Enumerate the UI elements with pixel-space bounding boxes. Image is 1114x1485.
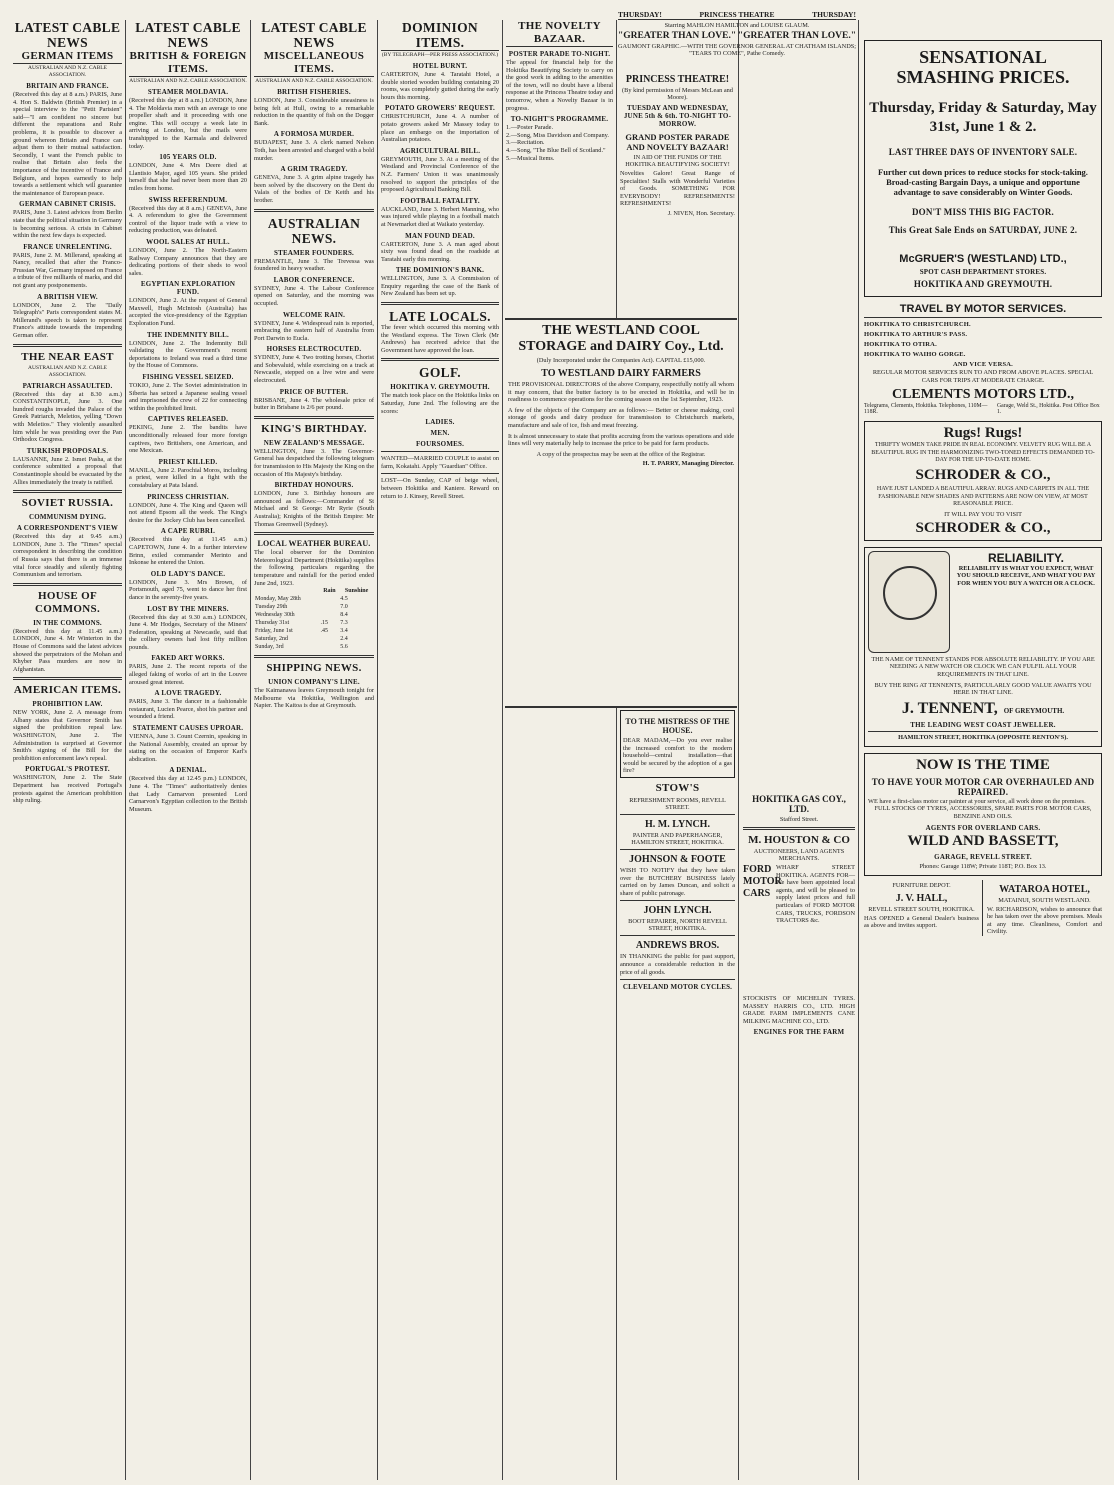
- table-row: [254, 643, 374, 651]
- article-head: THE DOMINION'S BANK.: [395, 266, 485, 275]
- section-subhead: MISCELLANEOUS ITEMS.: [254, 50, 374, 77]
- mcgruer-towns: HOKITIKA AND GREYMOUTH.: [913, 279, 1053, 289]
- lynch-sub: PAINTER AND PAPERHANGER, HAMILTON STREET, HOKITIKA.: [631, 831, 724, 846]
- article-head: EGYPTIAN EXPLORATION FUND.: [140, 280, 236, 297]
- weather-rain: .45: [320, 628, 329, 635]
- stows-sub: REFRESHMENT ROOMS, REVELL STREET.: [629, 796, 726, 811]
- article-body: LONDON, June 2. The "Daily Telegraph's" Paris correspondent states M. Millerand's speech is taken to represent France's attitude towards the impending German offer.: [13, 301, 122, 340]
- article-body: BUDAPEST, June 3. A clerk named Nelson Toth, has been arrested and charged with a bold murder.: [254, 139, 374, 162]
- article-head: NEW ZEALAND'S MESSAGE.: [263, 438, 365, 447]
- article-head: OLD LADY'S DANCE.: [150, 569, 226, 578]
- article-head: 105 YEARS OLD.: [159, 153, 217, 162]
- weather-table: [254, 587, 374, 651]
- westland-dairy-ad: [505, 318, 737, 708]
- travel-route: HOKITIKA TO ARTHUR'S PASS.: [864, 331, 968, 338]
- article-head: A CORRESPONDENT'S VIEW: [16, 524, 119, 533]
- theatre-title: PRINCESS THEATRE!: [625, 74, 730, 85]
- mcgruer-sale-ad: [864, 40, 1102, 297]
- weather-rain: [320, 635, 340, 643]
- divider: [254, 655, 374, 658]
- section-head: THE NOVELTY BAZAAR.: [506, 20, 613, 47]
- wb-agents: AGENTS FOR OVERLAND CARS.: [925, 823, 1041, 832]
- section-head: DOMINION ITEMS.: [381, 20, 499, 51]
- weather-sun: 7.0: [340, 604, 348, 611]
- column-novelty-bazaar: [503, 20, 616, 1478]
- travel-head: TRAVEL BY MOTOR SERVICES.: [864, 303, 1102, 318]
- weather-sun: 7.3: [340, 620, 348, 627]
- article-head: PRIEST KILLED.: [158, 457, 218, 466]
- byline: AUSTRALIAN AND N.Z. CABLE ASSOCIATION.: [28, 364, 107, 378]
- gas-co-name: HOKITIKA GAS COY., LTD.: [752, 794, 846, 814]
- rel-body2: THE NAME OF TENNENT STANDS FOR ABSOLUTE RELIABILITY. IF YOU ARE NEEDING A NEW WATCH OR CLOCK WE CAN FULFIL ALL YOUR REQUIREMENTS IN THAT LINE.: [871, 655, 1095, 678]
- schroder-rugs-ad: [864, 421, 1102, 541]
- article-body: PARIS, June 2. M. Millerand, speaking at Nancy, recalled that after the Franco-Prussian War, Germany imposed on France a tribute of five milliards of marks, and did not grant any postponements.: [13, 251, 122, 290]
- section-head: LOCAL WEATHER BUREAU.: [257, 539, 371, 549]
- article-body: LONDON, June 2. At the request of General Maxwell, Hugh McIntosh (Australia) has accepted the vice-presidency of the Egyptian Exploration Fund.: [129, 297, 247, 328]
- support-programme: GAUMONT GRAPHIC.—WITH THE GOVERNOR GENERAL AT CHATHAM ISLANDS; "TEARS TO COME", Pathe Comedy.: [618, 43, 857, 57]
- ad-body: It is almost unnecessary to state that profits accruing from the various operations and side lines will very materially help to increase the price to be paid for farm products.: [508, 432, 734, 448]
- article-head: POTATO GROWERS' REQUEST.: [385, 104, 495, 113]
- divider: [620, 814, 735, 815]
- table-row: [254, 627, 374, 635]
- table-row: [254, 635, 374, 643]
- film-title-b: "GREATER THAN LOVE.": [737, 31, 856, 41]
- article-head: LOST BY THE MINERS.: [147, 604, 229, 613]
- section-head: LATEST CABLE NEWS: [14, 20, 121, 50]
- column-rule: [738, 20, 739, 1480]
- houston-body2: STOCKISTS OF MICHELIN TYRES. MASSEY HARRIS CO., LTD. HIGH GRADE FARM IMPLEMENTS CANE MILKING MACHINE CO., LTD.: [743, 995, 855, 1025]
- article-body: (Received this day at 11.45 a.m.) CAPETOWN, June 4. In a further interview Brinn, exiled commander Merinto and Inkonse he entered the Union.: [129, 536, 247, 567]
- article-head: PATRIARCH ASSAULTED.: [22, 381, 113, 390]
- tennent-addr: HAMILTON STREET, HOKITIKA (OPPOSITE RENTON'S).: [868, 731, 1098, 741]
- article-head: TO-NIGHT'S PROGRAMME.: [510, 115, 609, 124]
- divider: [620, 849, 735, 850]
- article-body: LONDON, June 3. Birthday honours are announced as follows:—Commander of St Michael and St George: Mr Ryrie (South Australia); Knights of the British Empire: Mr Thomas Greenwell (Sydney).: [254, 490, 374, 528]
- article-head: COMMUNISM DYING.: [28, 513, 107, 522]
- schroder-name-2: SCHRODER & CO.,: [915, 519, 1051, 536]
- stows-head: STOW'S: [655, 781, 700, 794]
- article-head: FOURSOMES.: [415, 440, 465, 449]
- clements-head: CLEMENTS MOTORS LTD.,: [891, 387, 1075, 403]
- tennent-name: J. TENNENT,: [901, 699, 998, 717]
- article-body: LONDON, June 3. Considerable uneasiness is being felt at Hull, owing to a remarkable reduction in the quantity of fish on the Dogger Bank.: [254, 97, 374, 127]
- ford-label: FORD MOTOR CARS: [743, 864, 782, 899]
- section-head: GOLF.: [419, 365, 461, 381]
- section-head: THE NEAR EAST: [21, 350, 114, 363]
- article-body: LONDON, June 3. Mrs Brown, of Portsmouth, aged 75, went to dance her first dance in the seventy-five years.: [129, 578, 247, 601]
- wat-head: WATAROA HOTEL,: [999, 883, 1090, 895]
- weather-sun: 5.6: [340, 644, 348, 651]
- weather-rain: [320, 611, 340, 619]
- column-rule: [858, 20, 859, 1480]
- article-body: GREYMOUTH, June 3. At a meeting of the Westland and Provincial Conference of the N.Z. Farmers' Union it was unanimously resolved to support the principles of the proposed Agricultural Banking Bill.: [381, 155, 499, 194]
- article-body: WELLINGTON, June 3. The Governor-General has despatched the following telegram for transmission to His Majesty the King on the occasion of His Majesty's birthday.: [254, 447, 374, 478]
- rugs-body2: HAVE JUST LANDED A BEAUTIFUL ARRAY. RUGS AND CARPETS IN ALL THE FASHIONABLE NEW SHADES AND PATTERNS ARE NOW ON VIEW, AT MOST REASONABLE PRICE.: [876, 485, 1090, 508]
- weather-sun: 2.4: [340, 636, 348, 643]
- tennent-sub: THE LEADING WEST COAST JEWELLER.: [910, 720, 1056, 729]
- article-head: PROHIBITION LAW.: [32, 700, 103, 709]
- weather-day: Friday, June 1st: [255, 628, 293, 635]
- bottom-ads: [864, 880, 1102, 936]
- article-head: FOOTBALL FATALITY.: [400, 196, 480, 205]
- ad-head: THE WESTLAND COOL STORAGE and DAIRY Coy., Ltd.: [518, 323, 724, 354]
- sale-head: SENSATIONAL SMASHING PRICES.: [896, 47, 1070, 87]
- divider: [13, 490, 122, 493]
- article-body: LONDON, June 4. The King and Queen will not attend Epsom all the week. The King's desire for the Jockey Club has been cancelled.: [129, 501, 247, 524]
- clements-travel-ad: [864, 303, 1102, 415]
- article-body: LONDON, June 4. Mrs Deere died at Llantisio Major, aged 105 years. She prided herself that she had never been more than 20 miles from home.: [129, 162, 247, 192]
- programme-item: 4.—Song, "The Blue Bell of Scotland.": [506, 146, 606, 154]
- article-body: LAUSANNE, June 2. Ismet Pasha, at the conference submitted a proposal that Constantinople should be evacuated by the Allies immediately the treaty is ratified.: [13, 455, 122, 486]
- section-head: AMERICAN ITEMS.: [13, 684, 122, 697]
- article-body: NEW YORK, June 2. A message from Albany states that Governor Smith has signed the prohibition repeal law. WASHINGTON, June 2. The Administration is surprised at Governor Smith's signing of the Bill for the prohibition enforcement law's repeal.: [13, 709, 122, 762]
- column-local-ads: [617, 710, 738, 1478]
- article-body: PARIS, June 3. The dancer in a fashionable restaurant, Lucien Pearce, shot his partner and wounded a friend.: [129, 698, 247, 721]
- jv-hall-ad: [864, 880, 983, 936]
- theatre-body: Novelties Galore! Great Range of Specialties! Stalls with Wonderful Varieties of Goods. SOMETHING FOR EVERYBODY! REFRESHMENTS! REFRESHMENTS!: [620, 170, 735, 208]
- article-head: AGRICULTURAL BILL.: [399, 146, 481, 155]
- section-head: LATE LOCALS.: [389, 309, 491, 325]
- section-head: AUSTRALIAN NEWS.: [267, 215, 361, 246]
- article-body: SYDNEY, June 4. Two trotting horses, Chorist and Sobevaluid, while exercising on a track at Newcastle, stepped on a live wire and were electrocuted.: [254, 354, 374, 385]
- lynch-head: H. M. LYNCH.: [645, 818, 710, 830]
- byline: AUSTRALIAN AND N.Z. CABLE ASSOCIATION.: [129, 78, 247, 84]
- rel-body: RELIABILITY IS WHAT YOU EXPECT, WHAT YOU SHOULD RECEIVE, AND WHAT YOU PAY FOR WHEN YOU BUY A WATCH OR A CLOCK.: [956, 564, 1096, 587]
- mcgruer-head: McGRUER'S (WESTLAND) LTD.,: [899, 253, 1067, 265]
- article-head: GERMAN CABINET CRISIS.: [19, 200, 116, 209]
- article-head: BIRTHDAY HONOURS.: [274, 481, 354, 490]
- article-head: FAKED ART WORKS.: [151, 654, 225, 663]
- sale-miss: DON'T MISS THIS BIG FACTOR.: [911, 207, 1055, 217]
- article-body: CARTERTON, June 3. A man aged about sixty was found dead on the roadside at Taratahi early this morning.: [381, 240, 499, 263]
- article-head: A LOVE TRAGEDY.: [154, 689, 222, 698]
- divider: [254, 532, 374, 535]
- wb-head: WILD AND BASSETT,: [907, 832, 1059, 849]
- article-body: WELLINGTON, June 3. A Commission of Enquiry regarding the case of the Bank of New Zealand has been set up.: [381, 275, 499, 298]
- ad-sub: (Duly Incorporated under the Companies Act). CAPITAL £15,000.: [536, 357, 706, 364]
- theatre-head: GRAND POSTER PARADE AND NOVELTY BAZAAR!: [625, 132, 730, 152]
- tennent-reliability-ad: [864, 547, 1102, 747]
- article-body: AUCKLAND, June 3. Herbert Manning, who was injured while playing in a football match at Newmarket died at Waikato yesterday.: [381, 205, 499, 228]
- article-body: MANILA, June 2. Parochial Moros, including a priest, were killed in a fight with the constabulary at Pata Island.: [129, 466, 247, 489]
- jvh-sub: REVELL STREET SOUTH, HOKITIKA.: [868, 905, 975, 913]
- section-subhead: BRITISH & FOREIGN ITEMS.: [129, 50, 247, 75]
- divider: [381, 302, 499, 305]
- article-head: WOOL SALES AT HULL.: [146, 237, 230, 246]
- section-subhead: GERMAN ITEMS: [13, 50, 122, 64]
- weather-day: Wednesday 30th: [255, 612, 295, 619]
- article-head: PRINCESS CHRISTIAN.: [147, 492, 229, 501]
- article-body: (Received this day at 12.45 p.m.) LONDON, June 4. The "Times" authoritatively denies that Lady Carnarvon presented Lord Carnarvon's Egyptian collection to the British Museum.: [129, 775, 247, 813]
- theatre-aid: IN AID OF THE FUNDS OF THE HOKITIKA BEAUTIFYING SOCIETY!: [625, 154, 730, 168]
- theatre-dates: TUESDAY AND WEDNESDAY, JUNE 5th & 6th. TO-NIGHT TO-MORROW.: [623, 104, 732, 128]
- article-head: A BRITISH VIEW.: [37, 292, 98, 301]
- jf-body: WISH TO NOTIFY that they have taken over the BUTCHERY BUSINESS lately carried on by James Duncan, and solicit a share of public patronage.: [620, 866, 735, 897]
- weather-sun: 4.5: [340, 596, 348, 603]
- now-sub: TO HAVE YOUR MOTOR CAR OVERHAULED AND REPAIRED.: [871, 776, 1095, 797]
- weather-col-head: Sunshine: [344, 588, 369, 595]
- rugs-body: THRIFTY WOMEN TAKE PRIDE IN REAL ECONOMY. VELVETY RUG WILL BE A BEAUTIFUL RUG IN THE HARMONIZING TWO-TONED EFFECTS DEMANDED TO-DAY FOR THE UP-TO-DATE HOME.: [871, 442, 1095, 464]
- weather-day: Sunday, 3rd: [255, 644, 284, 651]
- jlynch-head: JOHN LYNCH.: [643, 905, 712, 917]
- article-body: PARIS, June 3. Latest advices from Berlin state that the political situation in Germany is becoming serious. A crisis in Cabinet within the next few days is expected.: [13, 209, 122, 240]
- houston-continued: [740, 995, 858, 1475]
- houston-engines: ENGINES FOR THE FARM: [753, 1028, 845, 1037]
- wild-bassett-ad: [864, 753, 1102, 876]
- ad-body: A copy of the prospectus may be seen at the office of the Registrar.: [536, 450, 706, 458]
- jlynch-sub: BOOT REPAIRER, NORTH REVELL STREET, HOKITIKA.: [628, 918, 727, 933]
- cleveland-head: CLEVELAND MOTOR CYCLES.: [622, 983, 733, 992]
- article-head: BRITISH FISHERIES.: [277, 88, 351, 96]
- section-head: LATEST CABLE NEWS: [261, 20, 367, 50]
- ad-subhead: TO WESTLAND DAIRY FARMERS: [541, 368, 701, 379]
- article-head: BRITAIN AND FRANCE.: [26, 82, 109, 90]
- article-head: POSTER PARADE TO-NIGHT.: [508, 50, 611, 58]
- travel-route: HOKITIKA TO WAIHO GORGE.: [864, 351, 966, 358]
- article-body: CARTERTON, June 4. Taratahi Hotel, a double storied wooden building containing 20 rooms, was completely gutted during the early hours this morning.: [381, 71, 499, 101]
- article-head: MEN.: [430, 429, 450, 438]
- article-body: TOKIO, June 2. The Soviet administration in Siberia has seized a Japanese sealing vessel and imprisoned the crew of 22 for connecting within the prohibited limit.: [129, 382, 247, 412]
- article-head: A FORMOSA MURDER.: [273, 130, 355, 139]
- divider: [13, 677, 122, 680]
- article-head: STEAMER MOLDAVIA.: [147, 88, 229, 96]
- article-head: A GRIM TRAGEDY.: [280, 165, 348, 174]
- jf-head: JOHNSON & FOOTE: [629, 853, 726, 865]
- ad-body: THE PROVISIONAL DIRECTORS of the above Company, respectfully notify all whom it may concern, that the butter factory is to be erected in Hokitika, and will be in readiness to commence operations for the coming season on the 1st September, 1923.: [508, 381, 734, 404]
- article-body: PARIS, June 2. The recent reports of the alleged faking of works of art in the Louvre aroused great interest.: [129, 663, 247, 686]
- sale-sub: LAST THREE DAYS OF INVENTORY SALE.: [888, 147, 1078, 157]
- article-body: SYDNEY, June 4. Widespread rain is reported, embracing the eastern half of Australia from Port Darwin to Eucla.: [254, 319, 374, 342]
- divider: [13, 344, 122, 347]
- divider: [13, 583, 122, 586]
- weather-rain: [320, 643, 340, 651]
- jvh-body: HAS OPENED a General Dealer's business as above and invites support.: [864, 914, 979, 930]
- weather-col-head: Rain: [323, 588, 336, 595]
- article-body: WASHINGTON, June 2. The State Department has received Portugal's protests against the American prohibition ship ruling.: [13, 774, 122, 805]
- article-head: A DENIAL.: [169, 766, 207, 775]
- column-princess-theatre: [617, 70, 738, 318]
- schroder-name: SCHRODER & CO.,: [915, 466, 1051, 483]
- strip-left: THURSDAY!: [618, 10, 662, 19]
- section-head: KING'S BIRTHDAY.: [261, 422, 367, 435]
- ad-body: A few of the objects of the Company are as follows:— Better or cheese making, cool storage of goods and dairy produce for transmission to Christchurch markets, manufacture and sale of ice, fish and meat freezing.: [508, 406, 734, 429]
- article-head: A CAPE RUBRI.: [160, 527, 216, 536]
- wb-phones: Phones: Garage 118W; Private 118T; P.O. Box 13.: [919, 862, 1047, 870]
- section-head: SHIPPING NEWS.: [266, 662, 362, 675]
- article-body: (Received this day at 8.30 a.m.) CONSTANTINOPLE, June 3. One hundred roughs invaded the Palace of the Greek Patriarch, Meletios, yelling "Down with Meletios." They violently assaulted him while he was presiding over the Pan Orthodox Congress.: [13, 390, 122, 444]
- weather-sun: 8.4: [340, 612, 348, 619]
- weather-day: Saturday, 2nd: [255, 636, 288, 643]
- article-body: The match took place on the Hokitika links on Saturday, June 2nd. The following are the scores:: [381, 392, 499, 415]
- article-head: LABOR CONFERENCE.: [273, 275, 355, 284]
- byline: (BY TELEGRAPH—PER PRESS ASSOCIATION.): [381, 52, 499, 58]
- article-head: FISHING VESSEL SEIZED.: [142, 373, 234, 382]
- sale-end: This Great Sale Ends on SATURDAY, JUNE 2.: [888, 225, 1078, 235]
- article-head: MAN FOUND DEAD.: [405, 231, 475, 240]
- mistress-head: TO THE MISTRESS OF THE HOUSE.: [625, 717, 730, 735]
- article-body: (Received this day at 9.45 a.m.) LONDON, June 3. The "Times" special correspondent in describing the condition of Russia says that there is an immense vital force steadily and silently fighting Communism and terrorism.: [13, 533, 122, 579]
- weather-day: Tuesday 29th: [255, 604, 288, 611]
- clements-left: Telegrams, Clements, Hokitika. Telephones, 110M—118R.: [864, 403, 988, 416]
- rel-head: RELIABILITY.: [987, 550, 1064, 565]
- column-display-ads: [860, 10, 1106, 1478]
- article-head: STATEMENT CAUSES UPROAR.: [132, 724, 244, 733]
- article-body: The appeal for financial help for the Hokitika Beautifying Society to carry on the good work in adding to the amenities of the town, will no doubt have a liberal response at the Princess Theatre today and tomorrow, when a Novelty Bazaar is in progress.: [506, 59, 613, 112]
- article-body: (Received this day at 9.30 a.m.) LONDON, June 4. Mr Hodges, Secretary of the Miners' Federation, speaking at Newcastle, said that the colliery owners had lost fifty million pounds.: [129, 613, 247, 651]
- weather-rain: [320, 603, 340, 611]
- article-body: FREMANTLE, June 3. The Trevessa was foundered in heavy weather.: [254, 257, 374, 273]
- strip-mid: PRINCESS THEATRE: [699, 10, 775, 19]
- divider: [620, 935, 735, 936]
- article-body: (Received this day at 11.45 a.m.) LONDON, June 4. Mr Winterton in the House of Commons said the latest advices showed the perpetrators of the Mohan and Khyber Pass murders are now in Afghanistan.: [13, 627, 122, 673]
- weather-day: Thursday 31st: [255, 620, 290, 627]
- article-body: (Received this day at 8 a.m.) PARIS, June 4. Hon S. Baldwin (British Premier) in a special interview to the "Petit Parisien" said—"I am confident no sincere but different the reparations and Ruhr problems, it is possible to discover a ground whereon Britain and France can adjust them to their mutual satisfaction. Secondly, I want the French public to realise that Britain also feels the importance of the incentive of France and Belgium, and hopes earnestly to help towards a settlement which will guarantee the maintenance of European peace.: [13, 91, 122, 197]
- article-head: HOKITIKA V. GREYMOUTH.: [390, 383, 490, 392]
- houston-body: WHARF STREET HOKITIKA. AGENTS FOR— We have been appointed local agents, and will be pleased to supply latest prices and full particulars of FORD MOTOR CARS, TRUCKS, FORDSON TRACTORS &c.: [776, 864, 855, 925]
- wb-sub: GARAGE, REVELL STREET.: [934, 852, 1032, 861]
- divider: [254, 416, 374, 419]
- clock-icon: [868, 551, 950, 653]
- programme-item: 3.—Recitation.: [506, 139, 545, 147]
- column-dominion-items: [378, 20, 502, 1478]
- rugs-pay: IT WILL PAY YOU TO VISIT: [944, 510, 1022, 518]
- now-body2: FULL STOCKS OF TYRES, ACCESSORIES, SPARE PARTS FOR MOTOR CARS, BENZINE AND OILS.: [874, 805, 1092, 820]
- article-head: CAPTIVES RELEASED.: [147, 415, 229, 424]
- divider: [381, 358, 499, 361]
- classified-ad: LOST—On Sunday, CAP of beige wheel, between Hokitika and Kaniere. Reward on return to J. Kinsey, Revell Street.: [381, 477, 499, 500]
- section-head: LATEST CABLE NEWS: [135, 20, 241, 50]
- table-row: [254, 611, 374, 619]
- travel-body: REGULAR MOTOR SERVICES RUN TO AND FROM ABOVE PLACES. SPECIAL CARS FOR TRIPS AT MODERATE CHARGE.: [872, 369, 1094, 384]
- strip-right: THURSDAY!: [812, 10, 856, 19]
- mistress-body: DEAR MADAM,—Do you ever realise the increased comfort to the modern household—central installation—that would be secured by the adoption of a gas fire?: [623, 737, 732, 775]
- table-row: [254, 595, 374, 603]
- divider: [620, 900, 735, 901]
- sale-body: Further cut down prices to reduce stocks for stock-taking. Broad-casting Bargain Days, a unique and opportune advantage to save considerably on Winter Goods.: [878, 167, 1088, 197]
- programme-item: 1.—Poster Parade.: [506, 124, 554, 132]
- andrews-body: IN THANKING the public for past support, announce a considerable reduction in the price of all goods.: [620, 953, 735, 976]
- article-head: HOTEL BURNT.: [412, 62, 468, 70]
- jvh-label: FURNITURE DEPOT.: [892, 881, 951, 889]
- article-body: (Received this day at 8 a.m.) GENEVA, June 4. A referendum to give the Government control of the liquor trade with a view to reducing production, was defeated.: [129, 204, 247, 235]
- article-head: TURKISH PROPOSALS.: [26, 446, 109, 455]
- article-head: THE INDEMNITY BILL.: [147, 330, 229, 339]
- weather-sun: 3.4: [340, 628, 348, 635]
- travel-route: HOKITIKA TO CHRISTCHURCH.: [864, 321, 971, 328]
- article-body: CHRISTCHURCH, June 4. A number of potato growers asked Mr Massey today to place an embargo on the importation of Australian potatoes.: [381, 113, 499, 144]
- divider: [381, 451, 499, 452]
- now-body: WE have a first-class motor car painter at your service, all work done on the premises.: [868, 797, 1086, 805]
- newspaper-page: [10, 10, 1106, 1478]
- article-head: IN THE COMMONS.: [33, 618, 102, 627]
- divider: [743, 827, 855, 830]
- section-head: HOUSE OF COMMONS.: [34, 589, 101, 615]
- starring-line: Starring MAHLON HAMILTON and LOUISE GLAUM.: [664, 22, 810, 29]
- now-head: NOW IS THE TIME: [916, 756, 1050, 773]
- article-head: WELCOME RAIN.: [282, 310, 346, 319]
- article-body: The local observer for the Dominion Meteorological Department (Hokitika) supplies the following particulars regarding the temperature and rainfall for the period ended June 2nd, 1923.: [254, 549, 374, 587]
- article-body: BRISBANE, June 4. The wholesale price of butter in Brisbane is 2/6 per pound.: [254, 396, 374, 412]
- byline: AUSTRALIAN AND N.Z. CABLE ASSOCIATION.: [255, 78, 373, 84]
- ad-signature: H. T. PARRY, Managing Director.: [642, 460, 734, 468]
- programme-item: 2.—Song, Miss Davidson and Company.: [506, 131, 609, 139]
- theatre-sub: (By kind permission of Messrs McLean and Moore).: [622, 87, 733, 101]
- section-head: SOVIET RUSSIA.: [21, 497, 114, 510]
- article-head: FRANCE UNRELENTING.: [23, 242, 112, 251]
- article-body: (Received this day at 8 a.m.) LONDON, June 4. The Moldavia men with an average to one propeller shaft and it proceeding with one engine. This will occupy a week late in arriving at London, but the mails were transhipped to the Karmala and delivered today.: [129, 97, 247, 150]
- article-body: VIENNA, June 3. Count Czernin, speaking in the National Assembly, created an uproar by stating on the occasion of Emperor Karl's abdication.: [129, 733, 247, 763]
- article-head: STEAMER FOUNDERS.: [273, 248, 355, 257]
- article-body: The fever which occurred this morning with the Westland express. The Town Clerk (Mr Andrews) has received advice that the Government have approved the loan.: [381, 324, 499, 354]
- article-head: SWISS REFERENDUM.: [148, 195, 228, 204]
- column-british-foreign: [126, 20, 250, 1478]
- divider: [620, 979, 735, 980]
- houston-sub: AUCTIONEERS, LAND AGENTS MERCHANTS.: [753, 848, 845, 862]
- travel-route: HOKITIKA TO OTIRA.: [864, 341, 937, 348]
- jvh-head: J. V. HALL,: [895, 892, 948, 904]
- article-body: LONDON, June 2. The Indemnity Bill validating the Government's recent deportations to Ireland was read a third time by the House of Commons.: [129, 339, 247, 370]
- article-head: PORTUGAL'S PROTEST.: [25, 765, 110, 774]
- wataroa-hotel-ad: [987, 880, 1102, 936]
- gas-company-ad: [740, 790, 858, 990]
- article-head: PRICE OF BUTTER.: [279, 387, 349, 396]
- weather-day: Monday, May 28th: [255, 596, 301, 603]
- column-miscellaneous: [251, 20, 377, 1478]
- divider: [254, 209, 374, 212]
- byline: AUSTRALIAN AND N.Z. CABLE ASSOCIATION.: [28, 65, 107, 78]
- article-body: SYDNEY, June 4. The Labour Conference opened on Saturday, and the morning was occupied.: [254, 284, 374, 307]
- theatre-sig: J. NIVEN, Hon. Secretary.: [667, 209, 735, 217]
- article-body: GENEVA, June 3. A grim alpine tragedy has been solved by the discovery on the Dent du Valais of the bodies of Dr Keith and his brother.: [254, 174, 374, 204]
- rugs-head: Rugs! Rugs!: [943, 425, 1023, 442]
- table-row: [254, 619, 374, 627]
- classified-ad: WANTED—MARRIED COUPLE to assist on farm, Kokatahi. Apply "Guardian" Office.: [381, 455, 499, 470]
- article-body: PEKING, June 2. The bandits have unconditionally released four more foreign captives, two Britishers, one American, and one Mexican.: [129, 424, 247, 455]
- table-row: [254, 603, 374, 611]
- travel-vice: AND VICE VERSA.: [952, 361, 1013, 368]
- divider: [381, 473, 499, 474]
- tennent-of: OF GREYMOUTH.: [1003, 706, 1065, 715]
- clements-right: Garage, Weld St., Hokitika. Post Office Box 1.: [996, 403, 1100, 416]
- andrews-head: ANDREWS BROS.: [635, 940, 720, 952]
- column-german-items: [10, 20, 125, 1478]
- article-head: UNION COMPANY'S LINE.: [268, 678, 360, 687]
- houston-head: M. HOUSTON & CO: [748, 834, 850, 846]
- article-head: HORSES ELECTROCUTED.: [266, 345, 362, 354]
- rel-body3: BUY THE RING AT TENNENTS, PARTICULARLY GOOD VALUE AWAITS YOU HERE IN THAT LINE.: [874, 681, 1092, 697]
- weather-rain: [320, 595, 340, 603]
- weather-rain: .15: [320, 620, 329, 627]
- programme-item: 5.—Musical Items.: [506, 154, 555, 162]
- sale-dates: Thursday, Friday & Saturday, May 31st, June 1 & 2.: [869, 100, 1097, 135]
- mcgruer-sub: SPOT CASH DEPARTMENT STORES.: [919, 268, 1047, 276]
- wat-body: W. RICHARDSON, wishes to announce that he has taken over the above premises. Meals at any time. Cleanliness, Comfort and Civility.: [987, 905, 1102, 936]
- film-title-a: "GREATER THAN LOVE.": [618, 31, 737, 41]
- article-head: LADIES.: [425, 418, 455, 427]
- article-body: LONDON, June 2. The North-Eastern Railway Company announces that they are dedicating portions of their sheds to wool sales.: [129, 246, 247, 277]
- wat-sub: MATAINUI, SOUTH WESTLAND.: [998, 896, 1091, 904]
- theatre-strip: [618, 10, 856, 68]
- article-body: The Kaimanawa leaves Greymouth tonight for Melbourne via Hokitika, Wellington and Napier. The Kaitoa is due at Greymouth.: [254, 687, 374, 710]
- gas-co-addr: Stafford Street.: [779, 816, 819, 823]
- weather-col-head: [254, 587, 320, 595]
